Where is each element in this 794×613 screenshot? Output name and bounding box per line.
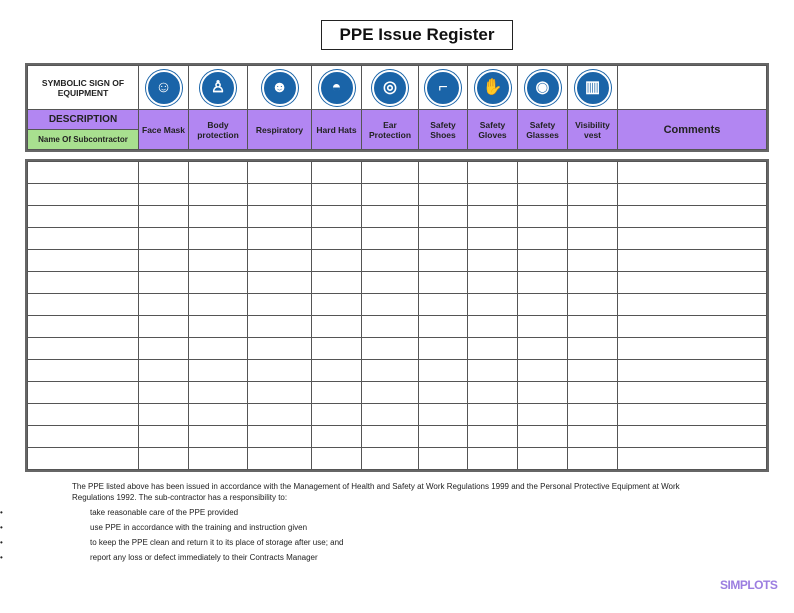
table-cell[interactable] xyxy=(248,162,312,184)
column-header: Body protection xyxy=(189,110,248,150)
table-cell[interactable] xyxy=(362,338,419,360)
description-label: DESCRIPTION xyxy=(28,110,139,130)
table-cell[interactable] xyxy=(362,206,419,228)
comments-icon-cell xyxy=(618,66,767,110)
table-cell[interactable] xyxy=(248,250,312,272)
table-cell[interactable] xyxy=(362,162,419,184)
table-row xyxy=(28,272,767,294)
table-cell[interactable] xyxy=(28,382,139,404)
table-cell[interactable] xyxy=(518,316,568,338)
table-cell[interactable] xyxy=(248,404,312,426)
column-header: Safety Glasses xyxy=(518,110,568,150)
table-row xyxy=(28,294,767,316)
table-cell[interactable] xyxy=(518,250,568,272)
table-cell[interactable] xyxy=(518,206,568,228)
table-cell[interactable] xyxy=(139,250,189,272)
table-cell[interactable] xyxy=(618,162,767,184)
table-cell[interactable] xyxy=(189,162,248,184)
table-cell[interactable] xyxy=(518,294,568,316)
table-cell[interactable] xyxy=(139,448,189,470)
table-cell[interactable] xyxy=(362,360,419,382)
table-cell[interactable] xyxy=(518,184,568,206)
table-cell[interactable] xyxy=(362,184,419,206)
column-header: Safety Shoes xyxy=(419,110,468,150)
table-cell[interactable] xyxy=(518,228,568,250)
table-cell[interactable] xyxy=(468,316,518,338)
icon-cell xyxy=(568,66,618,110)
ear-defenders-icon: ◎ xyxy=(372,70,408,106)
table-cell[interactable] xyxy=(28,272,139,294)
table-cell[interactable] xyxy=(189,382,248,404)
table-cell[interactable] xyxy=(362,316,419,338)
table-cell[interactable] xyxy=(468,448,518,470)
table-cell[interactable] xyxy=(312,382,362,404)
table-cell[interactable] xyxy=(468,184,518,206)
table-cell[interactable] xyxy=(312,316,362,338)
coverall-icon: ♙ xyxy=(200,70,236,106)
table-cell[interactable] xyxy=(468,162,518,184)
table-cell[interactable] xyxy=(248,272,312,294)
table-cell[interactable] xyxy=(312,448,362,470)
column-header: Ear Protection xyxy=(362,110,419,150)
table-cell[interactable] xyxy=(468,272,518,294)
table-cell[interactable] xyxy=(28,206,139,228)
table-cell[interactable] xyxy=(419,360,468,382)
table-cell[interactable] xyxy=(419,426,468,448)
table-cell[interactable] xyxy=(248,338,312,360)
table-cell[interactable] xyxy=(248,294,312,316)
column-header: Face Mask xyxy=(139,110,189,150)
table-row xyxy=(28,206,767,228)
table-cell[interactable] xyxy=(189,228,248,250)
table-cell[interactable] xyxy=(189,360,248,382)
table-cell[interactable] xyxy=(568,250,618,272)
table-cell[interactable] xyxy=(248,382,312,404)
table-cell[interactable] xyxy=(189,426,248,448)
table-row xyxy=(28,316,767,338)
table-cell[interactable] xyxy=(618,448,767,470)
icon-cell xyxy=(139,66,189,110)
icon-cell xyxy=(248,66,312,110)
table-cell[interactable] xyxy=(419,206,468,228)
table-cell[interactable] xyxy=(139,360,189,382)
table-cell[interactable] xyxy=(139,316,189,338)
table-cell[interactable] xyxy=(248,448,312,470)
table-cell[interactable] xyxy=(28,294,139,316)
column-header: Hard Hats xyxy=(312,110,362,150)
icon-cell xyxy=(189,66,248,110)
table-cell[interactable] xyxy=(312,184,362,206)
table-cell[interactable] xyxy=(618,228,767,250)
table-row xyxy=(28,404,767,426)
icon-cell xyxy=(518,66,568,110)
table-cell[interactable] xyxy=(468,206,518,228)
table-cell[interactable] xyxy=(568,228,618,250)
table-cell[interactable] xyxy=(468,404,518,426)
table-cell[interactable] xyxy=(28,316,139,338)
gloves-icon: ✋ xyxy=(475,70,511,106)
table-cell[interactable] xyxy=(468,426,518,448)
table-cell[interactable] xyxy=(28,426,139,448)
table-cell[interactable] xyxy=(312,250,362,272)
table-cell[interactable] xyxy=(419,184,468,206)
table-cell[interactable] xyxy=(139,382,189,404)
hard-hat-icon: ◓ xyxy=(319,70,355,106)
table-cell[interactable] xyxy=(518,448,568,470)
table-cell[interactable] xyxy=(189,184,248,206)
table-row xyxy=(28,448,767,470)
table-cell[interactable] xyxy=(28,162,139,184)
table-cell[interactable] xyxy=(419,294,468,316)
table-cell[interactable] xyxy=(362,228,419,250)
table-cell[interactable] xyxy=(618,316,767,338)
respirator-icon: ☻ xyxy=(262,70,298,106)
footer-intro: The PPE listed above has been issued in accordance with the Management of Health and Safety at Work Regulations 1999 and the Personal Protective Equipment at Work Regulations 1992. The sub-contractor has a responsibility to: xyxy=(72,482,680,502)
table-cell[interactable] xyxy=(189,272,248,294)
table-cell[interactable] xyxy=(618,426,767,448)
table-cell[interactable] xyxy=(28,228,139,250)
table-cell[interactable] xyxy=(28,448,139,470)
table-cell[interactable] xyxy=(568,404,618,426)
table-cell[interactable] xyxy=(28,338,139,360)
table-cell[interactable] xyxy=(189,338,248,360)
goggles-icon: ◉ xyxy=(525,70,561,106)
table-row xyxy=(28,162,767,184)
footer-notes xyxy=(72,481,712,567)
table-cell[interactable] xyxy=(312,404,362,426)
table-cell[interactable] xyxy=(248,184,312,206)
table-cell[interactable] xyxy=(618,360,767,382)
footer-bullet: • report any loss or defect immediately to their Contracts Manager xyxy=(0,552,712,563)
table-cell[interactable] xyxy=(518,272,568,294)
table-cell[interactable] xyxy=(189,294,248,316)
table-cell[interactable] xyxy=(468,294,518,316)
table-cell[interactable] xyxy=(468,250,518,272)
table-cell[interactable] xyxy=(618,382,767,404)
table-cell[interactable] xyxy=(189,206,248,228)
table-cell[interactable] xyxy=(189,448,248,470)
footer-bullet: • take reasonable care of the PPE provided xyxy=(0,507,712,518)
table-cell[interactable] xyxy=(312,426,362,448)
table-cell[interactable] xyxy=(248,228,312,250)
table-cell[interactable] xyxy=(419,404,468,426)
table-cell[interactable] xyxy=(362,294,419,316)
table-cell[interactable] xyxy=(139,162,189,184)
table-row xyxy=(28,250,767,272)
icon-cell xyxy=(362,66,419,110)
table-cell[interactable] xyxy=(419,162,468,184)
table-cell[interactable] xyxy=(568,382,618,404)
table-cell[interactable] xyxy=(312,206,362,228)
table-cell[interactable] xyxy=(312,360,362,382)
face-shield-icon: ☺ xyxy=(146,70,182,106)
table-row xyxy=(28,228,767,250)
table-cell[interactable] xyxy=(362,250,419,272)
table-cell[interactable] xyxy=(362,382,419,404)
table-cell[interactable] xyxy=(568,316,618,338)
table-cell[interactable] xyxy=(419,272,468,294)
table-cell[interactable] xyxy=(518,382,568,404)
table-row xyxy=(28,382,767,404)
icon-cell xyxy=(419,66,468,110)
table-cell[interactable] xyxy=(518,404,568,426)
table-cell[interactable] xyxy=(362,448,419,470)
table-cell[interactable] xyxy=(248,206,312,228)
table-cell[interactable] xyxy=(139,404,189,426)
table-cell[interactable] xyxy=(248,316,312,338)
table-cell[interactable] xyxy=(468,338,518,360)
table-cell[interactable] xyxy=(618,294,767,316)
table-cell[interactable] xyxy=(618,272,767,294)
table-cell[interactable] xyxy=(312,338,362,360)
table-cell[interactable] xyxy=(139,338,189,360)
table-row xyxy=(28,184,767,206)
symbolic-sign-label: SYMBOLIC SIGN OF EQUIPMENT xyxy=(28,66,139,110)
table-cell[interactable] xyxy=(419,382,468,404)
table-cell[interactable] xyxy=(28,250,139,272)
table-cell[interactable] xyxy=(362,404,419,426)
table-cell[interactable] xyxy=(419,316,468,338)
table-cell[interactable] xyxy=(139,294,189,316)
table-cell[interactable] xyxy=(618,404,767,426)
footer-bullet: • to keep the PPE clean and return it to its place of storage after use; and xyxy=(0,537,712,548)
table-cell[interactable] xyxy=(568,184,618,206)
table-cell[interactable] xyxy=(568,426,618,448)
table-cell[interactable] xyxy=(568,162,618,184)
table-cell[interactable] xyxy=(139,426,189,448)
table-cell[interactable] xyxy=(312,272,362,294)
table-cell[interactable] xyxy=(468,228,518,250)
table-cell[interactable] xyxy=(568,294,618,316)
page-title: PPE Issue Register xyxy=(321,20,513,50)
table-cell[interactable] xyxy=(419,338,468,360)
table-cell[interactable] xyxy=(618,184,767,206)
hi-vis-vest-icon: ▥ xyxy=(575,70,611,106)
comments-header: Comments xyxy=(618,110,767,150)
table-cell[interactable] xyxy=(312,228,362,250)
table-cell[interactable] xyxy=(618,206,767,228)
icon-cell xyxy=(468,66,518,110)
column-header: Respiratory xyxy=(248,110,312,150)
table-row xyxy=(28,338,767,360)
table-cell[interactable] xyxy=(248,426,312,448)
table-cell[interactable] xyxy=(312,162,362,184)
header-table xyxy=(27,65,767,150)
table-cell[interactable] xyxy=(28,404,139,426)
table-cell[interactable] xyxy=(362,426,419,448)
table-cell[interactable] xyxy=(362,272,419,294)
table-cell[interactable] xyxy=(139,228,189,250)
table-cell[interactable] xyxy=(518,162,568,184)
column-header: Safety Gloves xyxy=(468,110,518,150)
table-cell[interactable] xyxy=(139,184,189,206)
table-cell[interactable] xyxy=(189,316,248,338)
table-cell[interactable] xyxy=(518,426,568,448)
table-row xyxy=(28,426,767,448)
table-cell[interactable] xyxy=(419,250,468,272)
table-cell[interactable] xyxy=(28,184,139,206)
table-cell[interactable] xyxy=(189,250,248,272)
table-cell[interactable] xyxy=(248,360,312,382)
table-cell[interactable] xyxy=(28,360,139,382)
register-table xyxy=(27,161,767,470)
column-header: Visibility vest xyxy=(568,110,618,150)
table-cell[interactable] xyxy=(312,294,362,316)
table-cell[interactable] xyxy=(568,448,618,470)
table-cell[interactable] xyxy=(468,382,518,404)
table-cell[interactable] xyxy=(139,272,189,294)
table-row xyxy=(28,360,767,382)
table-cell[interactable] xyxy=(568,272,618,294)
table-cell[interactable] xyxy=(468,360,518,382)
table-cell[interactable] xyxy=(568,360,618,382)
table-cell[interactable] xyxy=(568,206,618,228)
table-cell[interactable] xyxy=(618,250,767,272)
icon-cell xyxy=(312,66,362,110)
safety-boot-icon: ⌐ xyxy=(425,70,461,106)
subcontractor-label: Name Of Subcontractor xyxy=(28,130,139,150)
table-cell[interactable] xyxy=(189,404,248,426)
logo: SIMPLOTS xyxy=(720,578,778,592)
table-cell[interactable] xyxy=(618,338,767,360)
table-cell[interactable] xyxy=(419,228,468,250)
footer-bullet: • use PPE in accordance with the training and instruction given xyxy=(0,522,712,533)
table-cell[interactable] xyxy=(139,206,189,228)
table-cell[interactable] xyxy=(518,338,568,360)
table-cell[interactable] xyxy=(568,338,618,360)
table-cell[interactable] xyxy=(518,360,568,382)
table-cell[interactable] xyxy=(419,448,468,470)
